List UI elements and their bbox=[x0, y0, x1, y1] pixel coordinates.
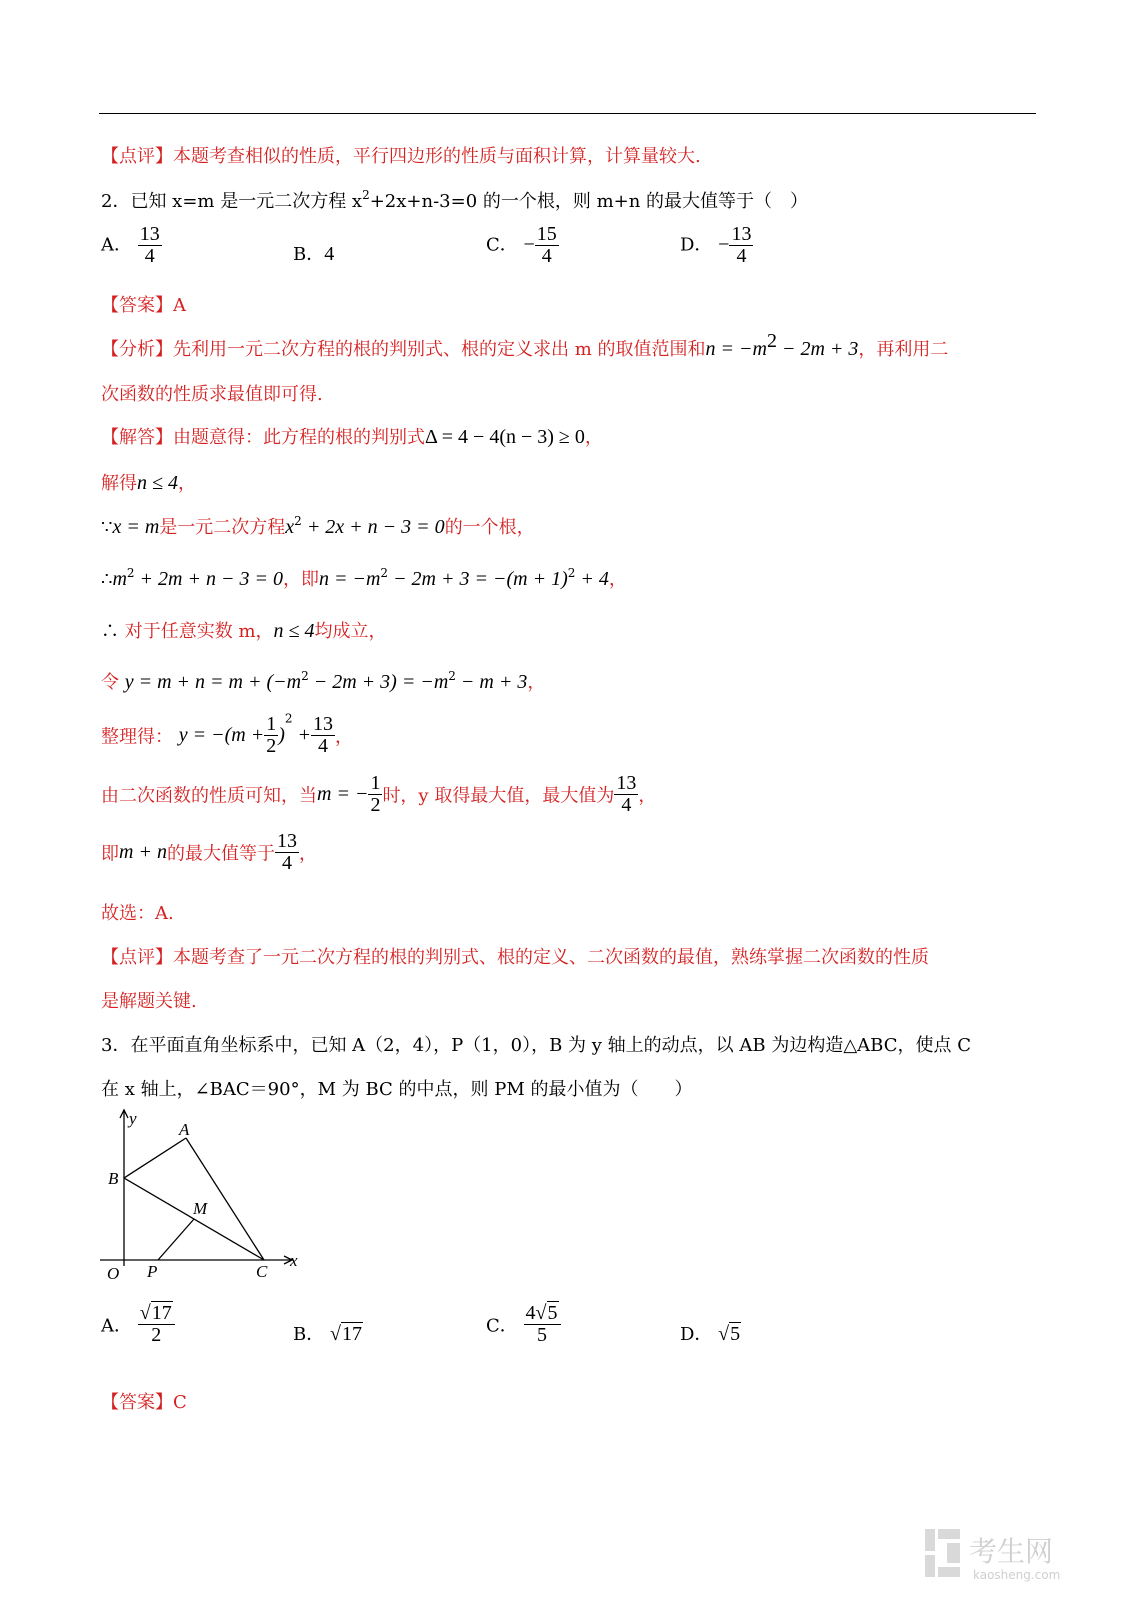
q2-option-b[interactable]: B．4 bbox=[293, 243, 335, 265]
solution-line-1: 【解答】由题意得：此方程的根的判别式Δ = 4 − 4(n − 3) ≥ 0， bbox=[101, 426, 603, 448]
geometry-figure bbox=[96, 1106, 308, 1284]
fraction: $\frac{13}{4}$ bbox=[313, 713, 334, 757]
watermark-en: kaosheng.com bbox=[973, 1568, 1061, 1582]
answer-2: 【答案】A bbox=[101, 295, 186, 316]
solution-line-6: 令 $y = m + n = m + (-m^2 - 2m + 3) = -m^2 - m + 3$， bbox=[101, 669, 546, 693]
solution-line-10: 故选：A. bbox=[101, 903, 174, 924]
solution-line-7: 整理得： y = −(m + $\frac{1}{2}$ )$^2$ + $\frac{13}{4}$ ， bbox=[101, 711, 354, 757]
label-y: y bbox=[129, 1109, 137, 1128]
question-3-line-1: 3．在平面直角坐标系中，已知 A（2，4），P（1，0），B 为 y 轴上的动点，以 AB 为边构造△ABC，使点 C bbox=[101, 1035, 971, 1056]
q3-option-c[interactable]: C． $\frac{4√5}{5}$ bbox=[486, 1303, 561, 1346]
review-text: 本题考查相似的性质，平行四边形的性质与面积计算，计算量较大. bbox=[173, 146, 701, 167]
review-line bbox=[101, 142, 701, 168]
q3-option-a[interactable]: A． $\frac{√17}{2}$ bbox=[101, 1303, 175, 1346]
q3-option-b[interactable]: B． √17 bbox=[293, 1323, 362, 1345]
label-a: A bbox=[179, 1120, 190, 1139]
fraction: $\frac{1}{2}$ bbox=[370, 772, 381, 816]
segment-pm bbox=[158, 1219, 194, 1260]
watermark-cn: 考生网 bbox=[969, 1535, 1054, 1568]
q3-option-d[interactable]: D． √5 bbox=[680, 1323, 741, 1345]
review-2-line-1: 【点评】本题考查了一元二次方程的根的判别式、根的定义、二次函数的最值，熟练掌握二次函数的性质 bbox=[101, 947, 929, 968]
solution-line-3: ∵x = m是一元二次方程$x^2 + 2x + n - 3 = 0$的一个根， bbox=[101, 514, 535, 538]
segment-ab bbox=[124, 1138, 186, 1178]
solution-line-5: ∴ 对于任意实数 m，n ≤ 4均成立， bbox=[101, 620, 387, 642]
q2-option-a[interactable]: A． $\frac{13}{4}$ bbox=[101, 223, 160, 267]
fraction: $\frac{13}{4}$ bbox=[616, 772, 637, 816]
label-o: O bbox=[107, 1264, 120, 1283]
fraction: $\frac{13}{4}$ bbox=[139, 223, 160, 267]
watermark bbox=[923, 1525, 1083, 1588]
q2-option-c[interactable]: C． − $\frac{15}{4}$ bbox=[486, 223, 557, 267]
fraction: $\frac{13}{4}$ bbox=[731, 223, 752, 267]
label-x: x bbox=[290, 1251, 298, 1270]
solution-line-8: 由二次函数的性质可知，当m = − $\frac{1}{2}$ 时，y 取得最大值，最大值为 $\frac{13}{4}$ ， bbox=[101, 772, 657, 816]
fraction: $\frac{√17}{2}$ bbox=[138, 1303, 175, 1346]
q2-option-d[interactable]: D． − $\frac{13}{4}$ bbox=[680, 223, 752, 267]
solution-line-4: $\therefore m^2 + 2m + n - 3 = 0$，即$n = -m^2 - 2m + 3 = -(m + 1)^2 + 4$， bbox=[101, 566, 627, 590]
fraction: $\frac{1}{2}$ bbox=[266, 713, 277, 757]
answer-3: 【答案】C bbox=[101, 1392, 187, 1413]
fraction: $\frac{13}{4}$ bbox=[276, 830, 297, 874]
fraction: $\frac{15}{4}$ bbox=[536, 223, 557, 267]
label-m: M bbox=[193, 1199, 208, 1218]
analysis-line-2: 次函数的性质求最值即可得. bbox=[101, 384, 323, 405]
question-2-stem: 2．已知 x=m 是一元二次方程 $x^2+2x+n-3=0$ 的一个根，则 m+n 的最大值等于（ ） bbox=[101, 188, 809, 212]
review-2-line-2: 是解题关键. bbox=[101, 991, 197, 1012]
review-tag: 【点评】 bbox=[101, 146, 173, 167]
solution-line-2: 解得n ≤ 4， bbox=[101, 472, 196, 494]
label-b: B bbox=[108, 1169, 119, 1188]
watermark-logo bbox=[923, 1525, 1083, 1583]
question-3-line-2: 在 x 轴上，∠BAC＝90°，M 为 BC 的中点，则 PM 的最小值为（ ） bbox=[101, 1079, 693, 1100]
fraction: $\frac{4√5}{5}$ bbox=[524, 1303, 561, 1346]
analysis-line-1: 【分析】先利用一元二次方程的根的判别式、根的定义求出 m 的取值范围和$n = -m^2 - 2m + 3$，再利用二 bbox=[101, 330, 949, 360]
header-rule bbox=[99, 113, 1036, 114]
label-c: C bbox=[256, 1262, 268, 1281]
label-p: P bbox=[147, 1262, 158, 1281]
solution-line-9: 即m + n的最大值等于 $\frac{13}{4}$ ， bbox=[101, 830, 317, 874]
